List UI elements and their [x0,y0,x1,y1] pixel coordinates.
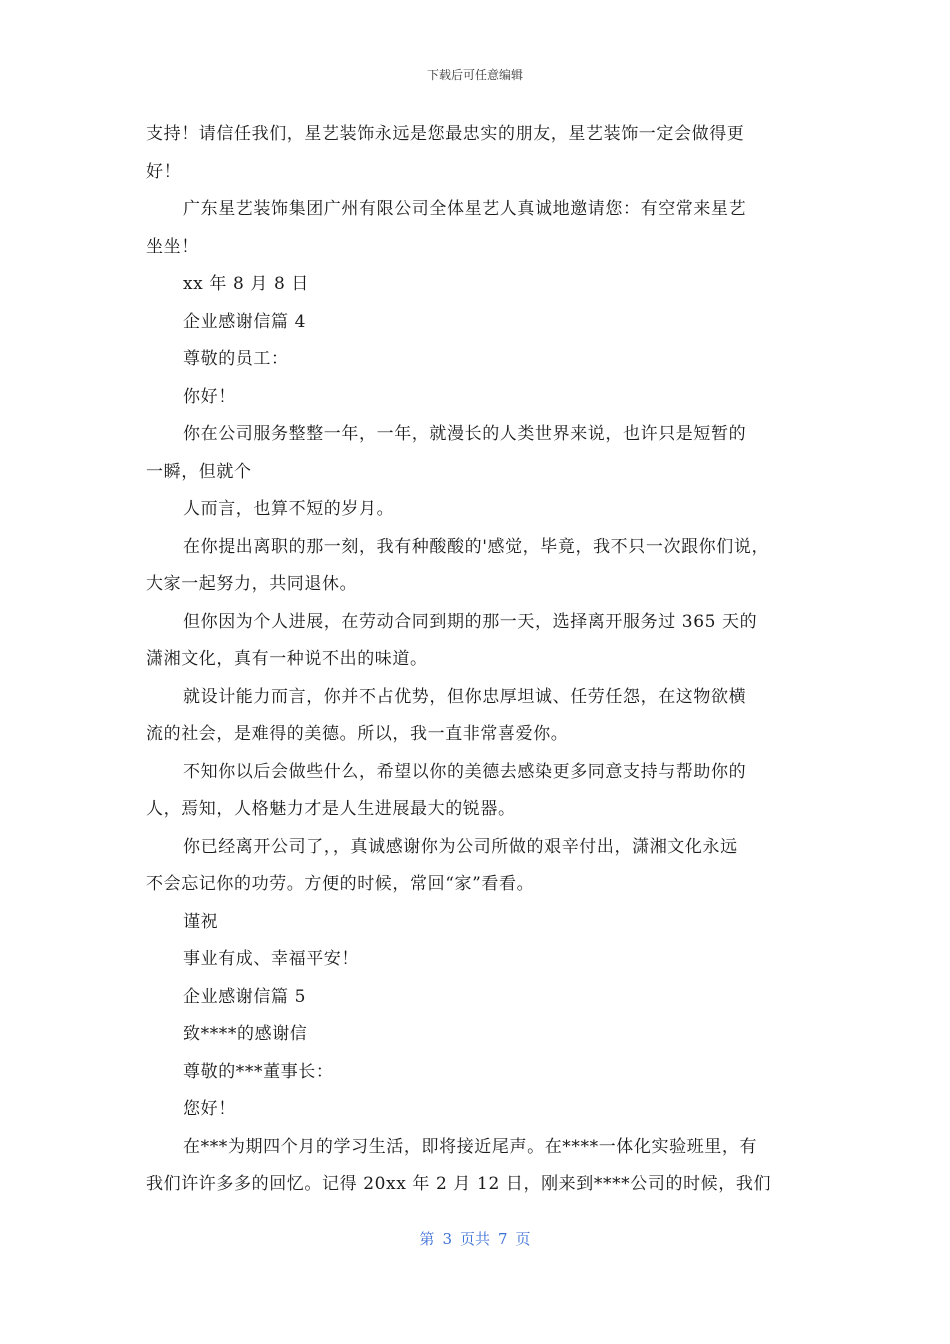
text-line: 坐坐！ [146,236,199,257]
greeting: 您好！ [183,1099,236,1119]
salutation: 尊敬的员工： [183,349,289,369]
text-line: 流的社会，是难得的美德。所以，我一直非常喜爱你。 [146,724,569,744]
salutation: 尊敬的***董事长： [183,1061,334,1082]
document-body [146,116,808,1204]
page-header-note: 下载后可任意编辑 [426,68,523,82]
section-heading: 企业感谢信篇 5 [183,986,307,1007]
page-footer [0,1228,950,1249]
text-line: 在你提出离职的那一刻，我有种酸酸的'感觉，毕竟，我不只一次跟你们说， [183,536,770,557]
section-heading: 企业感谢信篇 4 [183,311,307,332]
text-line: 一瞬，但就个 [146,461,252,482]
letter-title: 致****的感谢信 [183,1024,308,1044]
text-line: 你已经离开公司了，，真诚感谢你为公司所做的艰辛付出，潇湘文化永远 [183,836,738,857]
text-line: 不会忘记你的功劳。方便的时候，常回“家”看看。 [146,874,535,894]
text-line: 不知你以后会做些什么，希望以你的美德去感染更多同意支持与帮助你的 [183,761,747,782]
text-line: 支持！请信任我们，星艺装饰永远是您最忠实的朋友，星艺装饰一定会做得更 [146,124,745,144]
text-line: 大家一起努力，共同退休。 [146,574,358,594]
date-line: xx 年 8 月 8 日 [183,274,310,294]
closing-line: 谨祝 [183,911,219,932]
text-line: 在***为期四个月的学习生活，即将接近尾声。在****一体化实验班里，有 [183,1136,758,1157]
text-line: 好！ [146,161,182,182]
closing-wish: 事业有成、幸福平安！ [183,949,359,969]
greeting: 你好！ [183,386,236,407]
text-line: 你在公司服务整整一年，一年，就漫长的人类世界来说，也许只是短暂的 [183,424,747,444]
text-line: 潇湘文化，真有一种说不出的味道。 [146,649,428,669]
current-page-number: 3 [442,1230,452,1248]
text-line: 人，焉知，人格魅力才是人生进展最大的锐器。 [146,799,516,819]
text-line: 但你因为个人进展，在劳动合同到期的那一天，选择离开服务过 365 天的 [183,611,758,632]
total-pages-number: 7 [498,1230,508,1248]
text-line: 就设计能力而言，你并不占优势，但你忠厚坦诚、任劳任怨，在这物欲横 [183,686,747,707]
footer-suffix: 页 [515,1230,531,1248]
text-line: 人而言，也算不短的岁月。 [183,499,395,519]
footer-prefix: 第 [419,1230,435,1248]
footer-middle: 页共 [459,1230,490,1248]
text-line: 广东星艺装饰集团广州有限公司全体星艺人真诚地邀请您：有空常来星艺 [183,199,747,219]
text-line: 我们许许多多的回忆。记得 20xx 年 2 月 12 日，刚来到****公司的时候，我们 [146,1174,772,1194]
